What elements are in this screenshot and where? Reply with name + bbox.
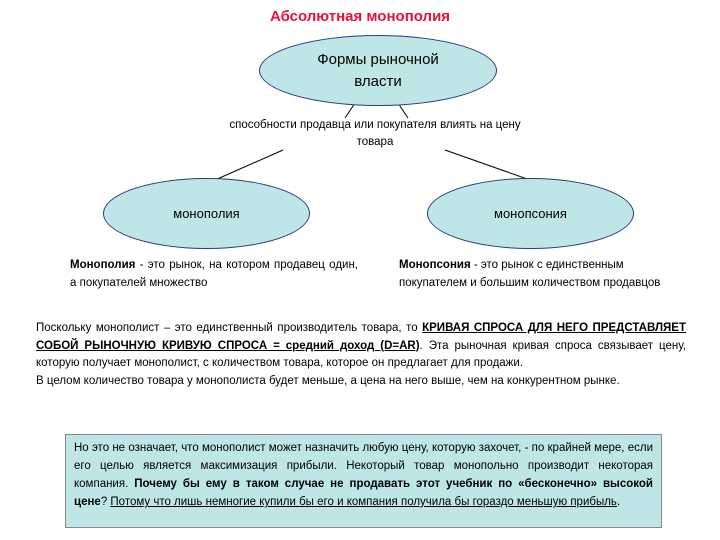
note-question-mark: ? bbox=[100, 496, 111, 508]
monopoly-definition-text: - это рынок, на котором продавец один, а покупателей множество bbox=[70, 259, 358, 289]
paragraph-1-intro: Поскольку монополист – это единственный производитель товара, то bbox=[36, 322, 423, 334]
note-end: . bbox=[616, 496, 621, 508]
connector-to-monopsony bbox=[445, 150, 530, 180]
note-text: Но это не означает, что монополист может назначить любую цену, которую захочет, - по крайней мере, если его целью является максимизация прибыли. Некоторый товар монопольно производит некоторая компания. bbox=[74, 442, 653, 490]
node-monopsony bbox=[427, 178, 634, 249]
monopsony-definition-text: - это рынок с единственным покупателем и большим количеством продавцов bbox=[399, 259, 661, 289]
demand-curve-paragraph bbox=[36, 320, 686, 390]
page-title: Абсолютная монополия bbox=[269, 8, 451, 25]
note-question: Почему бы ему в таком случае не продавать этот учебник по «бесконечно» высокой цене bbox=[74, 478, 653, 508]
paragraph-1 bbox=[36, 320, 686, 373]
connector-to-monopoly bbox=[215, 150, 283, 180]
node-monopsony-label: монопсония bbox=[494, 206, 567, 221]
monopsony-term: Монопсония bbox=[399, 259, 471, 271]
demand-curve-emphasis: КРИВАЯ СПРОСА ДЛЯ НЕГО ПРЕДСТАВЛЯЕТ СОБОЙ РЫНОЧНУЮ КРИВУЮ СПРОСА = средний доход (D=AR) bbox=[36, 322, 687, 352]
monopoly-definition bbox=[70, 256, 358, 292]
paragraph-2: В целом количество товара у монополиста будет меньше, а цена на него выше, чем на конкурентном рынке. bbox=[36, 374, 620, 387]
connector-label: способности продавца или покупателя влиять на цену товара bbox=[229, 119, 521, 148]
paragraph-1-rest: . Эта рыночная кривая спроса связывает цену, которую получает монополист, с количеством товара, которое он предлагает для продажи. bbox=[36, 339, 686, 369]
node-market-power-forms bbox=[259, 35, 497, 106]
node-monopoly bbox=[103, 178, 310, 249]
node-monopoly-label: монополия bbox=[173, 206, 240, 221]
monopsony-definition bbox=[399, 256, 679, 292]
monopoly-term: Монополия bbox=[70, 259, 136, 271]
note-answer: Потому что лишь немногие купили бы его и компания получила бы гораздо меньшую прибыль bbox=[110, 496, 617, 508]
node-market-power-forms-label: Формы рыночной власти bbox=[317, 50, 439, 90]
note-box bbox=[65, 434, 662, 528]
